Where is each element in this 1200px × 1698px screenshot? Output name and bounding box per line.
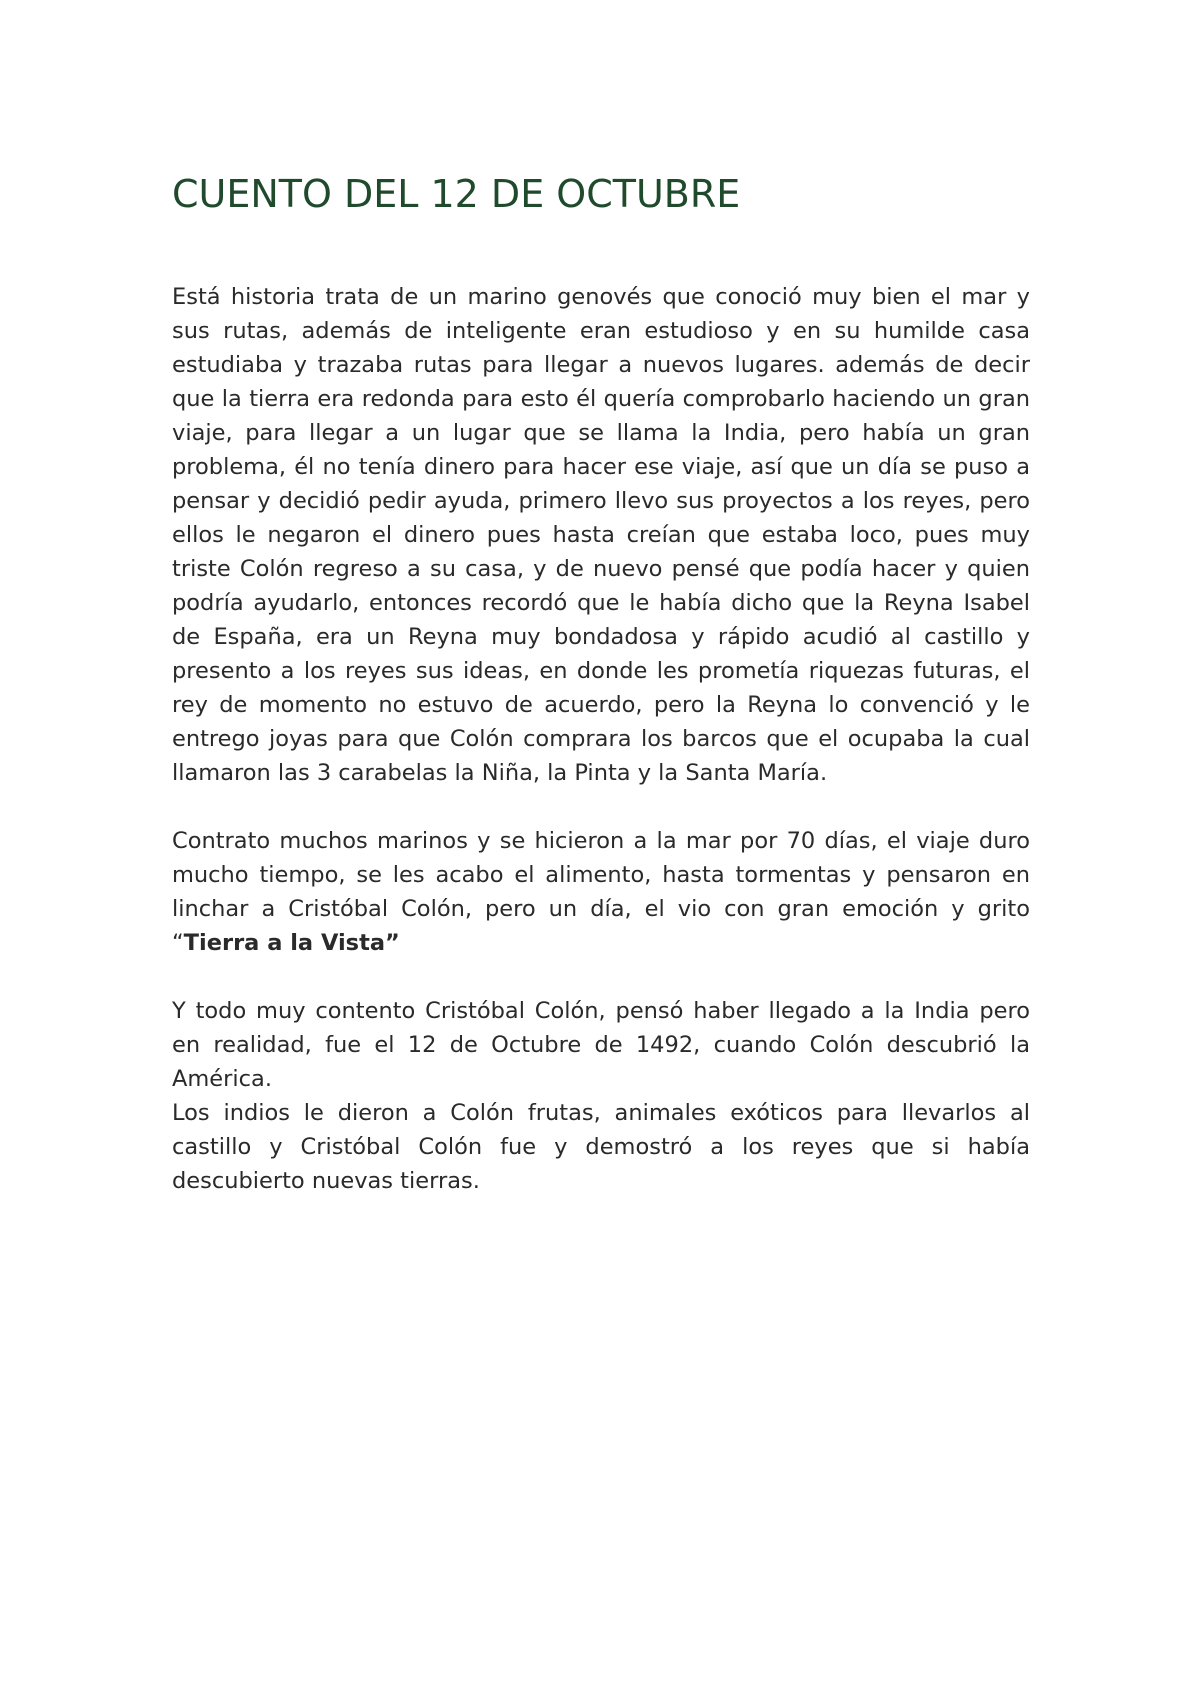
paragraph-arrival: Y todo muy contento Cristóbal Colón, pensó haber llegado a la India pero en realidad, fue el 12 de Octubre de 1492, cuando Colón descubrió la América. [172,998,1030,1092]
paragraph-spacer [172,790,1030,824]
document-title: CUENTO DEL 12 DE OCTUBRE [172,172,741,216]
paragraph-voyage-text: Contrato muchos marinos y se hicieron a la mar por 70 días, el viaje duro mucho tiempo, se les acabo el alimento, hasta tormentas y pensaron en linchar a Cristóbal Colón, pero un día, el vio con gran emoción y grito “ [172,828,1030,956]
paragraph-voyage [172,824,1030,960]
paragraph-return: Los indios le dieron a Colón frutas, animales exóticos para llevarlos al castillo y Cristóbal Colón fue y demostró a los reyes que si había descubierto nuevas tierras. [172,1100,1030,1194]
paragraph-spacer [172,960,1030,994]
paragraph-intro: Está historia trata de un marino genovés que conoció muy bien el mar y sus rutas, además de inteligente eran estudioso y en su humilde casa estudiaba y trazaba rutas para llegar a nuevos lugares. además de decir que la tierra era redonda para esto él quería comprobarlo haciendo un gran viaje, para llegar a un lugar que se llama la India, pero había un gran problema, él no tenía dinero para hacer ese viaje, así que un día se puso a pensar y decidió pedir ayuda, primero llevo sus proyectos a los reyes, pero ellos le negaron el dinero pues hasta creían que estaba loco, pues muy triste Colón regreso a su casa, y de nuevo pensé que podía hacer y quien podría ayudarlo, entonces recordó que le había dicho que la Reyna Isabel de España, era un Reyna muy bondadosa y rápido acudió al castillo y presento a los reyes sus ideas, en donde les prometía riquezas futuras, el rey de momento no estuvo de acuerdo, pero la Reyna lo convenció y le entrego joyas para que Colón comprara los barcos que el ocupaba la cual llamaron las 3 carabelas la Niña, la Pinta y la Santa María. [172,284,1030,786]
document-body [172,280,1030,1198]
exclamation-bold-text: Tierra a la Vista” [183,930,400,956]
